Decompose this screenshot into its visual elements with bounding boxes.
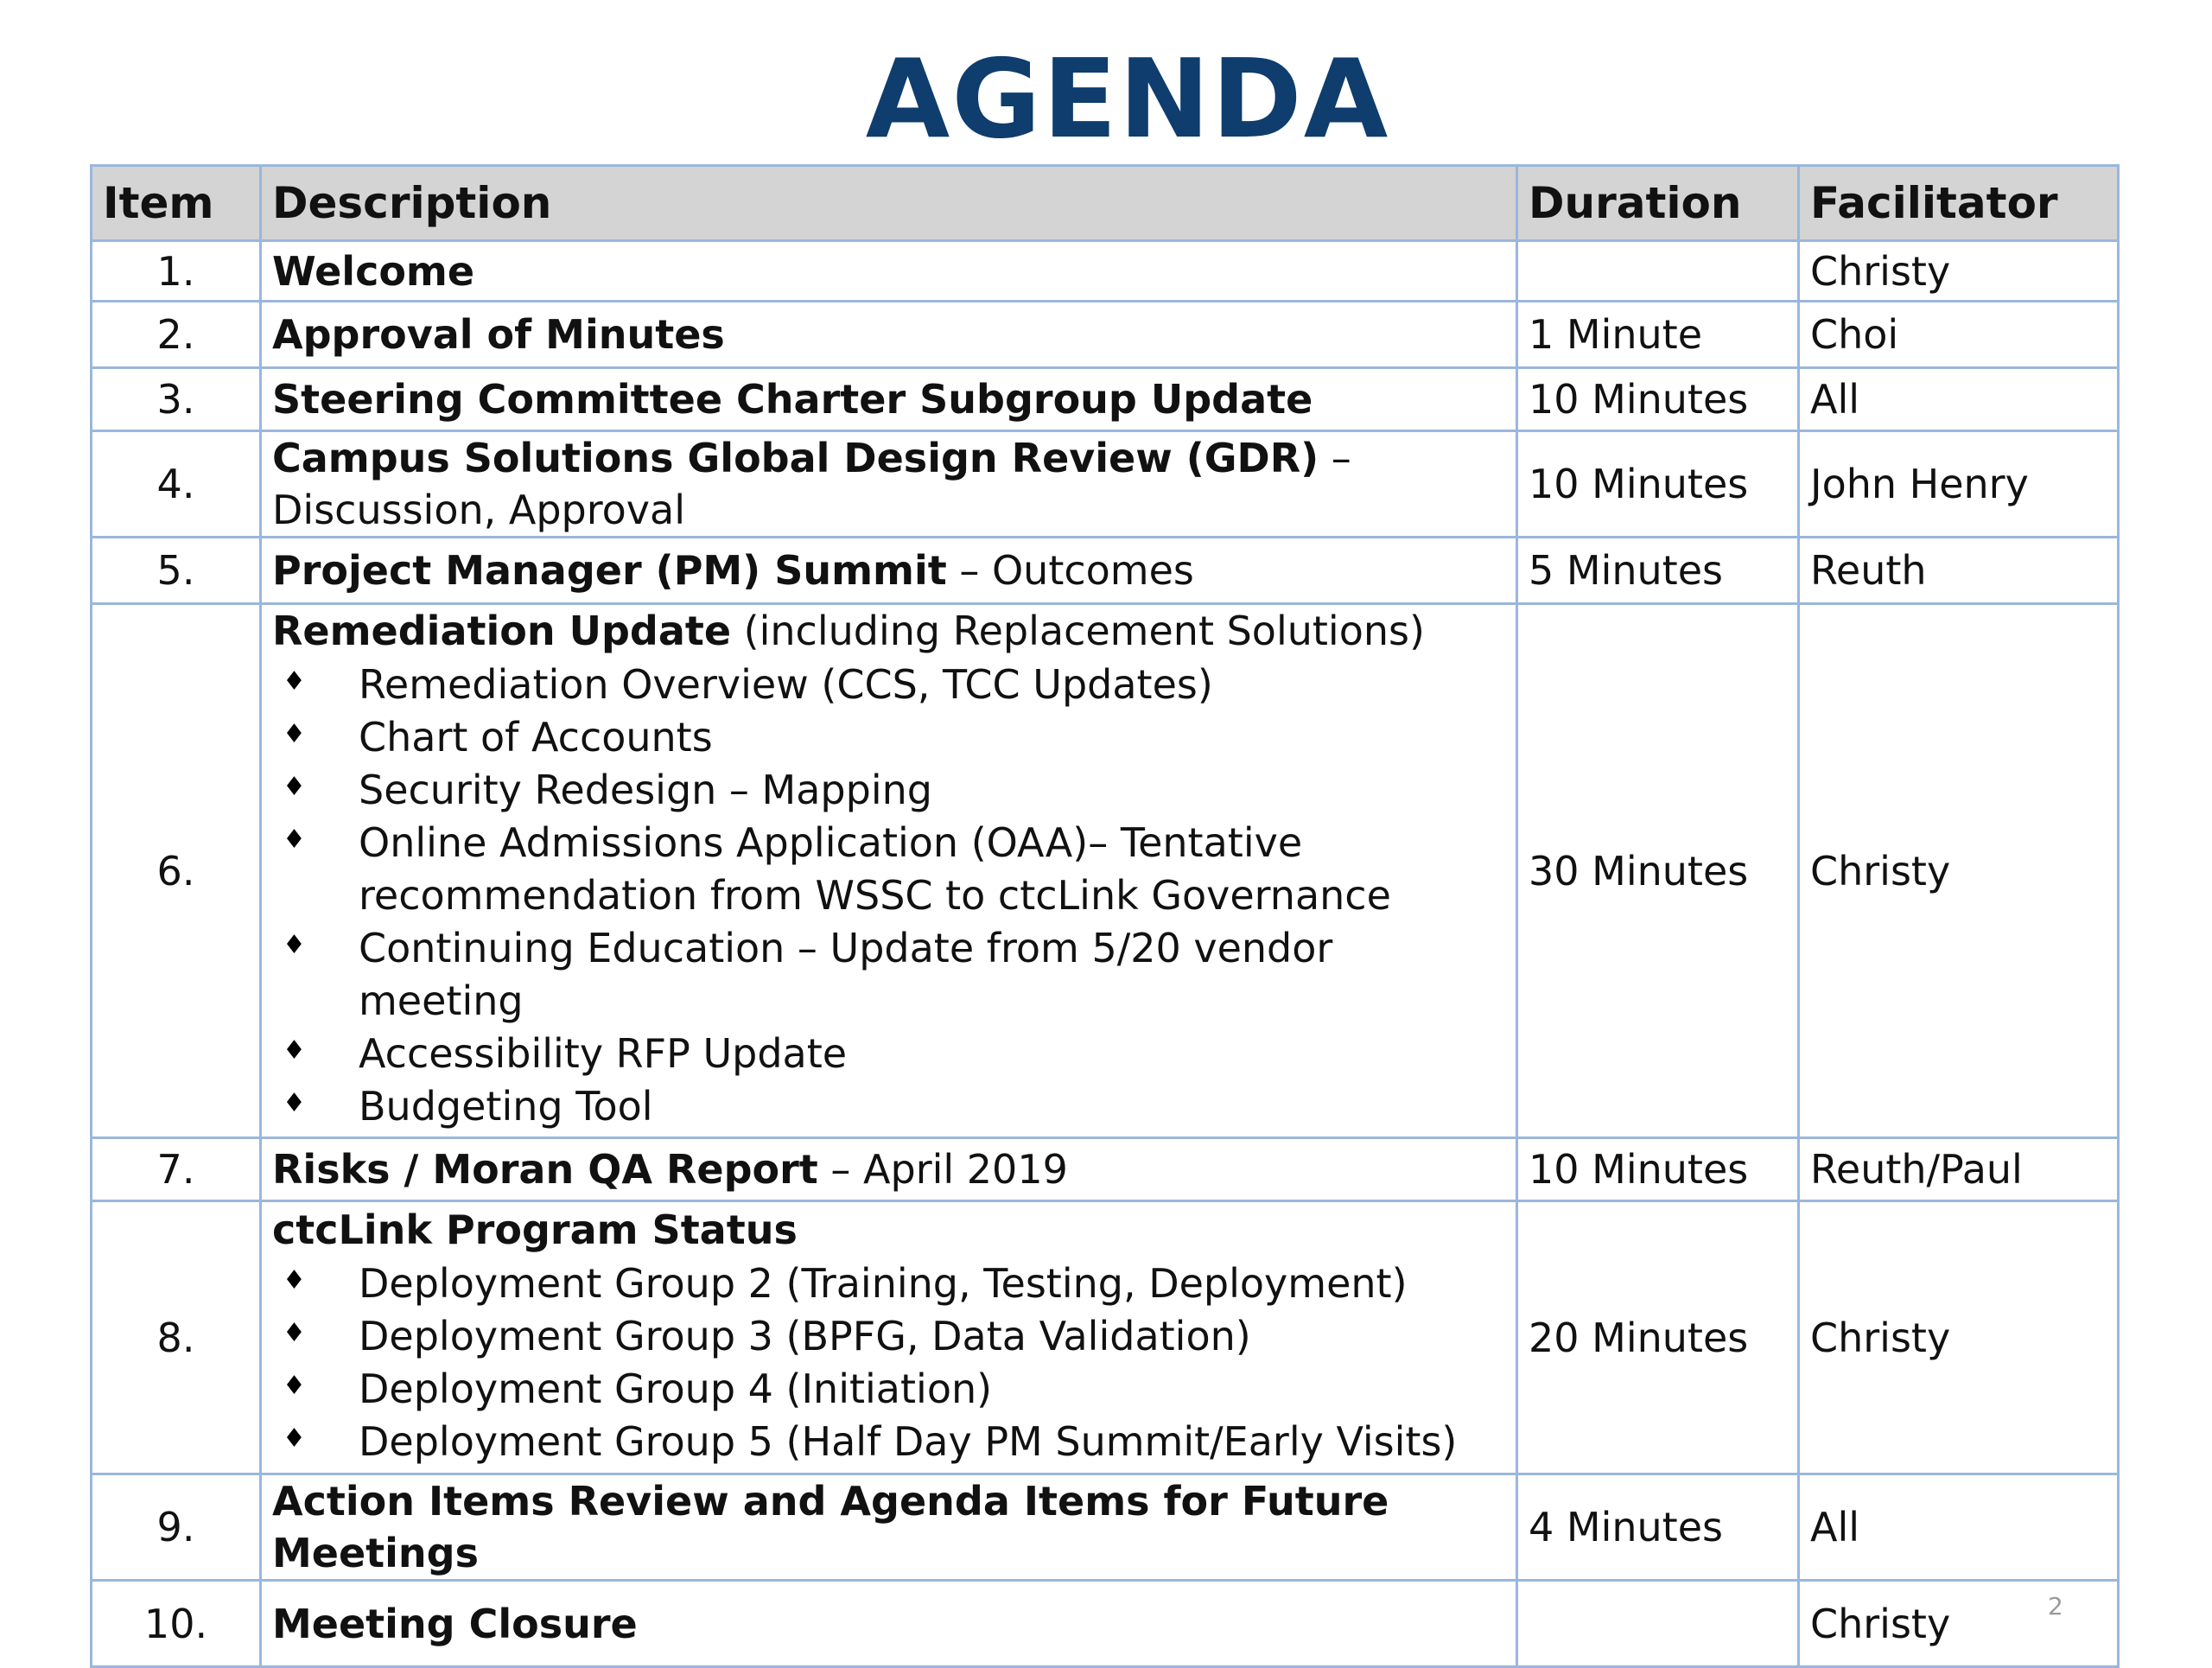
agenda-table bbox=[90, 164, 2120, 1668]
description-suffix: – April 2019 bbox=[817, 1146, 1068, 1193]
table-row bbox=[92, 431, 2119, 538]
table-row bbox=[92, 302, 2119, 368]
sub-item-list bbox=[272, 1257, 1505, 1468]
description-title: ctcLink Program Status bbox=[272, 1206, 798, 1253]
table-row bbox=[92, 1201, 2119, 1474]
duration-cell bbox=[1517, 241, 1799, 302]
facilitator-cell: John Henry bbox=[1799, 431, 2119, 538]
item-number: 2. bbox=[92, 302, 261, 368]
sub-item: ♦ Continuing Education – Update from 5/20 vendor meeting bbox=[272, 922, 1505, 1028]
description-cell bbox=[261, 368, 1517, 431]
sub-item: ♦ Budgeting Tool bbox=[272, 1080, 1505, 1133]
description-cell bbox=[261, 1474, 1517, 1581]
description-title: Campus Solutions Global Design Review (GDR) bbox=[272, 435, 1319, 481]
facilitator-cell: Choi bbox=[1799, 302, 2119, 368]
header-facilitator: Facilitator bbox=[1799, 166, 2119, 241]
table-row bbox=[92, 604, 2119, 1138]
description-cell bbox=[261, 431, 1517, 538]
duration-cell: 30 Minutes bbox=[1517, 604, 1799, 1138]
description-title: Approval of Minutes bbox=[272, 311, 725, 358]
table-row bbox=[92, 1474, 2119, 1581]
description-cell bbox=[261, 1138, 1517, 1201]
description-title: Meeting Closure bbox=[272, 1600, 638, 1647]
page-title: AGENDA bbox=[865, 35, 1390, 162]
sub-item: ♦ Online Admissions Application (OAA)– Tentative recommendation from WSSC to ctcLink Governance bbox=[272, 817, 1505, 922]
description-title: Action Items Review and Agenda Items for Future Meetings bbox=[272, 1478, 1389, 1576]
table-row bbox=[92, 241, 2119, 302]
duration-cell: 10 Minutes bbox=[1517, 1138, 1799, 1201]
description-cell bbox=[261, 604, 1517, 1138]
item-number: 8. bbox=[92, 1201, 261, 1474]
description-title: Welcome bbox=[272, 247, 475, 295]
duration-cell: 20 Minutes bbox=[1517, 1201, 1799, 1474]
description-title: Risks / Moran QA Report bbox=[272, 1146, 818, 1193]
description-cell bbox=[261, 241, 1517, 302]
description-cell bbox=[261, 1581, 1517, 1667]
item-number: 3. bbox=[92, 368, 261, 431]
description-suffix: (including Replacement Solutions) bbox=[731, 608, 1425, 654]
sub-item: ♦ Chart of Accounts bbox=[272, 711, 1505, 764]
facilitator-cell: All bbox=[1799, 368, 2119, 431]
sub-item: ♦ Remediation Overview (CCS, TCC Updates) bbox=[272, 659, 1505, 711]
header-item: Item bbox=[92, 166, 261, 241]
sub-item: ♦ Deployment Group 4 (Initiation) bbox=[272, 1363, 1505, 1416]
item-number: 9. bbox=[92, 1474, 261, 1581]
item-number: 1. bbox=[92, 241, 261, 302]
duration-cell: 5 Minutes bbox=[1517, 538, 1799, 604]
description-suffix: – Outcomes bbox=[946, 547, 1194, 594]
page-number: 2 bbox=[2048, 1592, 2063, 1620]
table-row bbox=[92, 1138, 2119, 1201]
sub-item: ♦ Deployment Group 5 (Half Day PM Summit/Early Visits) bbox=[272, 1416, 1505, 1468]
item-number: 10. bbox=[92, 1581, 261, 1667]
description-suffix: – Discussion, Approval bbox=[272, 435, 1351, 533]
duration-cell: 4 Minutes bbox=[1517, 1474, 1799, 1581]
facilitator-cell: Christy bbox=[1799, 1201, 2119, 1474]
facilitator-cell: Reuth bbox=[1799, 538, 2119, 604]
sub-item-list bbox=[272, 659, 1505, 1133]
sub-item: ♦ Security Redesign – Mapping bbox=[272, 764, 1505, 817]
duration-cell: 10 Minutes bbox=[1517, 431, 1799, 538]
facilitator-cell: Christy bbox=[1799, 1581, 2119, 1667]
duration-cell: 10 Minutes bbox=[1517, 368, 1799, 431]
item-number: 7. bbox=[92, 1138, 261, 1201]
item-number: 6. bbox=[92, 604, 261, 1138]
header-row bbox=[92, 166, 2119, 241]
duration-cell: 1 Minute bbox=[1517, 302, 1799, 368]
description-title: Steering Committee Charter Subgroup Update bbox=[272, 376, 1313, 423]
table-row bbox=[92, 538, 2119, 604]
facilitator-cell: Christy bbox=[1799, 604, 2119, 1138]
duration-cell bbox=[1517, 1581, 1799, 1667]
sub-item: ♦ Accessibility RFP Update bbox=[272, 1028, 1505, 1080]
item-number: 5. bbox=[92, 538, 261, 604]
description-cell bbox=[261, 1201, 1517, 1474]
table-row bbox=[92, 1581, 2119, 1667]
description-cell bbox=[261, 538, 1517, 604]
facilitator-cell: All bbox=[1799, 1474, 2119, 1581]
facilitator-cell: Christy bbox=[1799, 241, 2119, 302]
sub-item: ♦ Deployment Group 3 (BPFG, Data Validation) bbox=[272, 1310, 1505, 1363]
description-title: Project Manager (PM) Summit bbox=[272, 547, 947, 594]
table-row bbox=[92, 368, 2119, 431]
description-cell bbox=[261, 302, 1517, 368]
item-number: 4. bbox=[92, 431, 261, 538]
sub-item: ♦ Deployment Group 2 (Training, Testing, Deployment) bbox=[272, 1257, 1505, 1310]
header-duration: Duration bbox=[1517, 166, 1799, 241]
description-title: Remediation Update bbox=[272, 608, 732, 654]
header-description: Description bbox=[261, 166, 1517, 241]
facilitator-cell: Reuth/Paul bbox=[1799, 1138, 2119, 1201]
